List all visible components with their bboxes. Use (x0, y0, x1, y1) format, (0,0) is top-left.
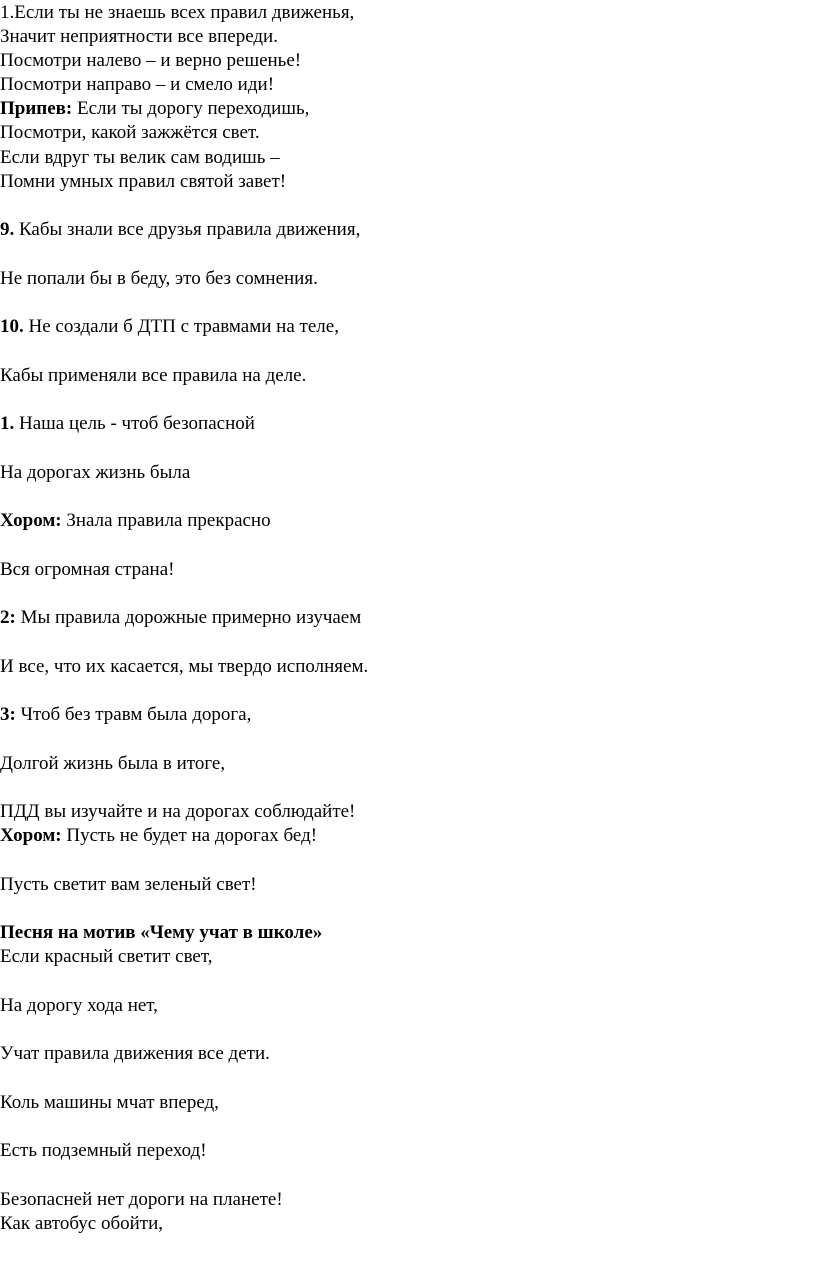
text-line: Коль машины мчат вперед, (0, 1092, 219, 1113)
text-line: Кабы применяли все правила на деле. (0, 365, 307, 386)
text-line: Если вдруг ты велик сам водишь – (0, 147, 280, 168)
numbered-line: 9. Кабы знали все друзья правила движения, (0, 219, 361, 240)
text-line: Безопасней нет дороги на планете! (0, 1189, 283, 1210)
text-line: Значит неприятности все впереди. (0, 26, 278, 47)
text-line: На дорогах жизнь была (0, 462, 191, 483)
text-line: На дорогу хода нет, (0, 995, 158, 1016)
text-line: Если красный светит свет, (0, 946, 213, 967)
chorus-line: Хором: Пусть не будет на дорогах бед! (0, 825, 318, 846)
song-title: Песня на мотив «Чему учат в школе» (0, 922, 323, 943)
numbered-line: 3: Чтоб без травм была дорога, (0, 704, 252, 725)
text-line: ПДД вы изучайте и на дорогах соблюдайте! (0, 801, 356, 822)
chorus-line: Припев: Если ты дорогу переходишь, (0, 98, 310, 119)
text-line: Пусть светит вам зеленый свет! (0, 874, 257, 895)
text-line: Посмотри направо – и смело иди! (0, 74, 275, 95)
chorus-line: Хором: Знала правила прекрасно (0, 510, 271, 531)
text-line: Помни умных правил святой завет! (0, 171, 287, 192)
text-line: Вся огромная страна! (0, 559, 175, 580)
text-line: 1.Если ты не знаешь всех правил движенья, (0, 2, 355, 23)
text-line: И все, что их касается, мы твердо исполняем. (0, 656, 369, 677)
numbered-line: 2: Мы правила дорожные примерно изучаем (0, 607, 362, 628)
text-line: Посмотри, какой зажжётся свет. (0, 122, 260, 143)
text-line: Есть подземный переход! (0, 1140, 207, 1161)
text-line: Как автобус обойти, (0, 1213, 164, 1234)
text-line: Учат правила движения все дети. (0, 1043, 270, 1064)
text-line: Посмотри налево – и верно решенье! (0, 50, 302, 71)
numbered-line: 1. Наша цель - чтоб безопасной (0, 413, 255, 434)
numbered-line: 10. Не создали б ДТП с травмами на теле, (0, 316, 339, 337)
text-line: Долгой жизнь была в итоге, (0, 753, 226, 774)
text-line: Не попали бы в беду, это без сомнения. (0, 268, 318, 289)
